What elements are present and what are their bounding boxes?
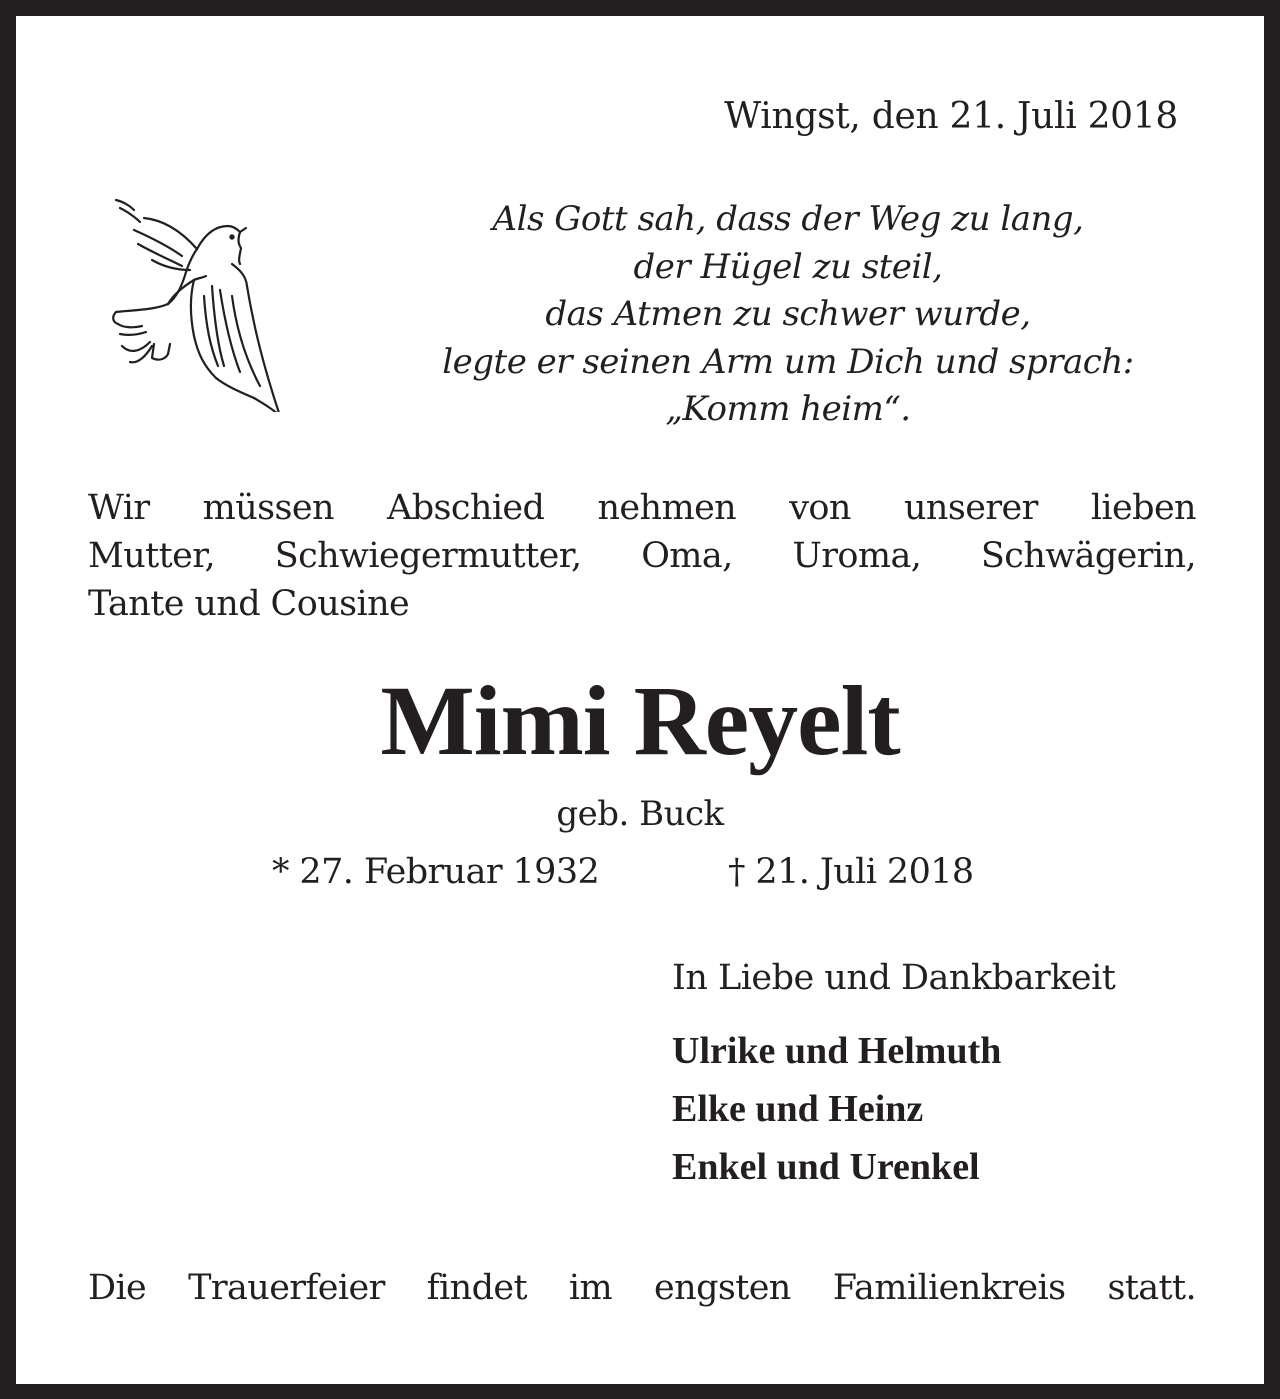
intro-line: Tante und Cousine xyxy=(88,584,410,624)
place-date: Wingst, den 21. Juli 2018 xyxy=(724,96,1178,137)
poem-line: „Komm heim“. xyxy=(665,389,911,429)
mourner: Ulrike und Helmuth xyxy=(672,1030,1002,1072)
birth-date: * 27. Februar 1932 xyxy=(272,852,600,892)
mourner: Enkel und Urenkel xyxy=(672,1146,980,1188)
deceased-name: Mimi Reyelt xyxy=(380,665,900,776)
poem-line: der Hügel zu steil, xyxy=(633,246,943,287)
funeral-note: Die Trauerfeier findet im engsten Familienkreis statt. xyxy=(88,1268,1196,1308)
poem-line: Als Gott sah, dass der Weg zu lang, xyxy=(492,199,1084,239)
intro-line: Mutter, Schwiegermutter, Oma, Uroma, Schwägerin, xyxy=(88,536,1196,576)
poem-line: das Atmen zu schwer wurde, xyxy=(545,294,1031,334)
obituary-notice xyxy=(16,16,1264,1384)
death-date: † 21. Juli 2018 xyxy=(728,852,974,892)
mourner: Elke und Heinz xyxy=(672,1088,924,1130)
closing-phrase: In Liebe und Dankbarkeit xyxy=(672,958,1116,998)
intro-text xyxy=(88,484,1196,628)
maiden-name: geb. Buck xyxy=(556,794,724,834)
poem-line: legte er seinen Arm um Dich und sprach: xyxy=(442,341,1134,382)
dove-icon xyxy=(94,186,294,412)
intro-line: Wir müssen Abschied nehmen von unserer lieben xyxy=(88,488,1196,528)
poem xyxy=(366,196,1210,434)
mourners-list xyxy=(672,1022,1001,1196)
